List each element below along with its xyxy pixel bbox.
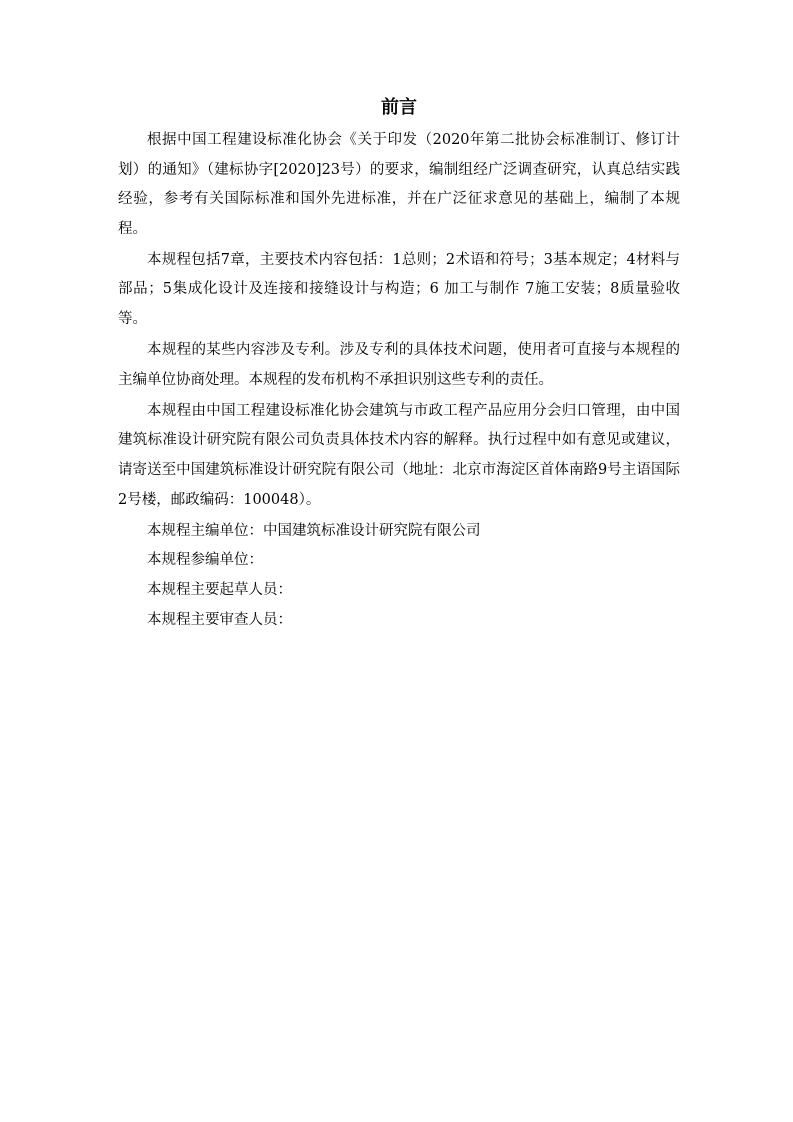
paragraph-compilation-basis: 根据中国工程建设标准化协会《关于印发（2020年第二批协会标准制订、修订计划）的通知》（建标协字[2020]23号）的要求，编制组经广泛调查研究，认真总结实践经验，参考有关国际标准和国外先进标准，并在广泛征求意见的基础上，编制了本规程。 (118, 132, 680, 237)
main-drafters-line: 本规程主要起草人员： (147, 581, 292, 598)
editor-unit-line: 本规程主编单位：中国建筑标准设计研究院有限公司 (147, 522, 481, 539)
document-page (118, 94, 680, 635)
paragraph-patent-notice: 本规程的某些内容涉及专利。涉及专利的具体技术问题，使用者可直接与本规程的主编单位协商处理。本规程的发布机构不承担识别这些专利的责任。 (118, 342, 680, 388)
participating-units-line: 本规程参编单位： (147, 552, 263, 569)
main-reviewers-line: 本规程主要审查人员： (147, 611, 292, 628)
paragraph-management: 本规程由中国工程建设标准化协会建筑与市政工程产品应用分会归口管理，由中国建筑标准设计研究院有限公司负责具体技术内容的解释。执行过程中如有意见或建议，请寄送至中国建筑标准设计研究院有限公司（地址：北京市海淀区首体南路9号主语国际2号楼，邮政编码：100048）。 (118, 402, 680, 508)
page-title: 前言 (381, 97, 417, 118)
paragraph-main-content: 本规程包括7章，主要技术内容包括：1总则；2术语和符号；3基本规定；4材料与部品；5集成化设计及连接和接缝设计与构造；6 加工与制作 7施工安装；8质量验收等。 (118, 251, 680, 328)
